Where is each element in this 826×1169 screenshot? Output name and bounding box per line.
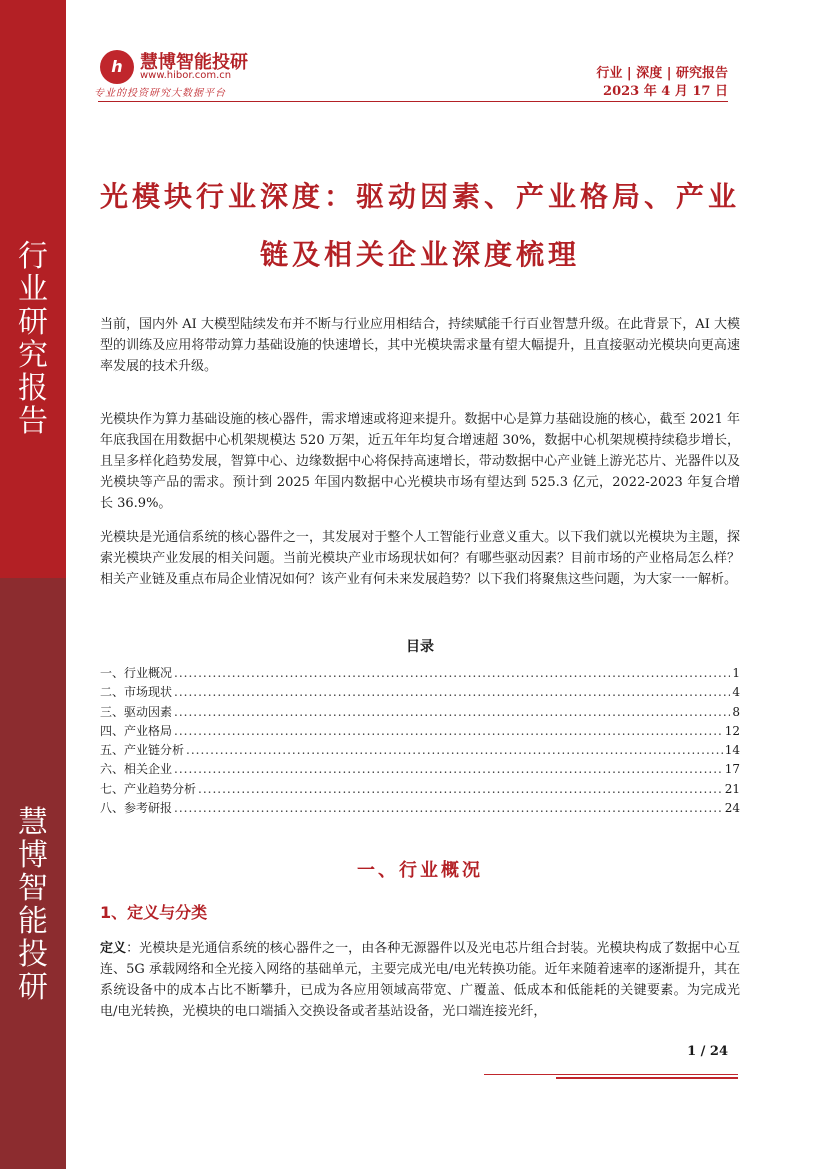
toc-item[interactable] bbox=[100, 683, 740, 702]
toc-item[interactable] bbox=[100, 780, 740, 799]
toc-item[interactable] bbox=[100, 722, 740, 741]
toc-leader bbox=[174, 760, 723, 779]
logo-mark-icon: h bbox=[100, 50, 134, 84]
toc-title: 目录 bbox=[406, 639, 434, 655]
toc-item-label: 八、参考研报 bbox=[100, 801, 173, 816]
toc-item-label: 二、市场现状 bbox=[100, 685, 173, 700]
toc-item[interactable] bbox=[100, 703, 740, 722]
toc-item[interactable] bbox=[100, 760, 740, 779]
toc-item-label: 五、产业链分析 bbox=[100, 743, 185, 758]
toc-leader bbox=[174, 722, 723, 741]
toc-item[interactable] bbox=[100, 741, 740, 760]
toc-item-page: 4 bbox=[732, 685, 740, 700]
toc-leader bbox=[174, 799, 723, 818]
footer-divider-accent bbox=[556, 1077, 738, 1079]
sidebar-label-brand: 慧博智能投研 bbox=[18, 805, 48, 1005]
toc-leader bbox=[198, 780, 723, 799]
header-divider bbox=[98, 101, 728, 102]
section-heading: 一、行业概况 bbox=[357, 860, 483, 881]
definition-paragraph bbox=[100, 938, 740, 1022]
toc-item-label: 一、行业概况 bbox=[100, 666, 173, 680]
toc-item-label: 六、相关企业 bbox=[100, 762, 173, 777]
table-of-contents bbox=[100, 664, 740, 818]
report-title: 光模块行业深度：驱动因素、产业格局、产业链及相关企业深度梳理 bbox=[100, 180, 741, 271]
toc-item-label: 四、产业格局 bbox=[100, 723, 173, 738]
definition-text: ：光模块是光通信系统的核心器件之一，由各种无源器件以及光电芯片组合封装。光模块构成了数据中心互连、5G 承载网络和全光接入网络的基础单元，主要完成光电/电光转换功能。近年来随着速率的逐渐提升，其在系统设备中的成本占比不断攀升，已成为各应用领域高带宽、广覆盖、低成本和低能耗的关键要素。为完成光电/电光转换，光模块的电口端插入交换设备或者基站设备，光口端连接光纤， bbox=[100, 941, 740, 1019]
intro-paragraph: 当前，国内外 AI 大模型陆续发布并不断与行业应用相结合，持续赋能千行百业智慧升级。在此背景下，AI 大模型的训练及应用将带动算力基础设施的快速增长，其中光模块需求量有望大幅提升，且直接驱动光模块向更高速率发展的技术升级。 bbox=[100, 317, 740, 374]
toc-item-page: 8 bbox=[732, 704, 740, 719]
intro-paragraph: 光模块是光通信系统的核心器件之一，其发展对于整个人工智能行业意义重大。以下我们就以光模块为主题，探索光模块产业发展的相关问题。当前光模块产业市场现状如何？有哪些驱动因素？目前市场的产业格局怎么样？相关产业链及重点布局企业情况如何？该产业有何未来发展趋势？以下我们将聚焦这些问题，为大家一一解析。 bbox=[100, 530, 740, 587]
toc-leader bbox=[174, 683, 730, 702]
toc-item-label: 七、产业趋势分析 bbox=[100, 781, 197, 796]
footer-divider bbox=[484, 1074, 738, 1075]
toc-leader bbox=[174, 703, 730, 722]
logo-name: 慧博智能投研 bbox=[140, 52, 248, 73]
subsection-heading: 1、定义与分类 bbox=[100, 903, 208, 922]
logo-url: www.hibor.com.cn bbox=[140, 70, 232, 81]
toc-item-page: 17 bbox=[724, 762, 740, 777]
toc-item-page: 12 bbox=[724, 723, 740, 738]
sidebar-label-report-type: 行业研究报告 bbox=[18, 239, 48, 439]
toc-item-page: 21 bbox=[724, 781, 740, 796]
document-date: 2023 年 4 月 17 日 bbox=[603, 84, 728, 99]
toc-leader bbox=[174, 664, 730, 683]
page-number: 1 / 24 bbox=[687, 1044, 728, 1059]
toc-item-page: 24 bbox=[724, 801, 740, 816]
toc-item[interactable] bbox=[100, 664, 740, 683]
definition-label: 定义 bbox=[100, 941, 127, 956]
document-type: 行业 | 深度 | 研究报告 bbox=[596, 66, 728, 81]
toc-item[interactable] bbox=[100, 799, 740, 818]
logo-slogan: 专业的投资研究大数据平台 bbox=[94, 88, 226, 99]
toc-item-page: 1 bbox=[732, 666, 740, 680]
intro-paragraph: 光模块作为算力基础设施的核心器件，需求增速或将迎来提升。数据中心是算力基础设施的核心，截至 2021 年年底我国在用数据中心机架规模达 520 万架，近五年年均复合增速超 30%，数据中心机架规模持续稳步增长，且呈多样化趋势发展，智算中心、边缘数据中心将保持高速增长，带动数据中心产业链上游光芯片、光器件以及光模块等产品的需求。预计到 2025 年国内数据中心光模块市场有望达到 525.3 亿元，2022-2023 年复合增长 36.9%。 bbox=[100, 412, 740, 511]
toc-item-label: 三、驱动因素 bbox=[100, 704, 173, 719]
toc-item-page: 14 bbox=[724, 743, 740, 758]
toc-leader bbox=[186, 741, 723, 760]
